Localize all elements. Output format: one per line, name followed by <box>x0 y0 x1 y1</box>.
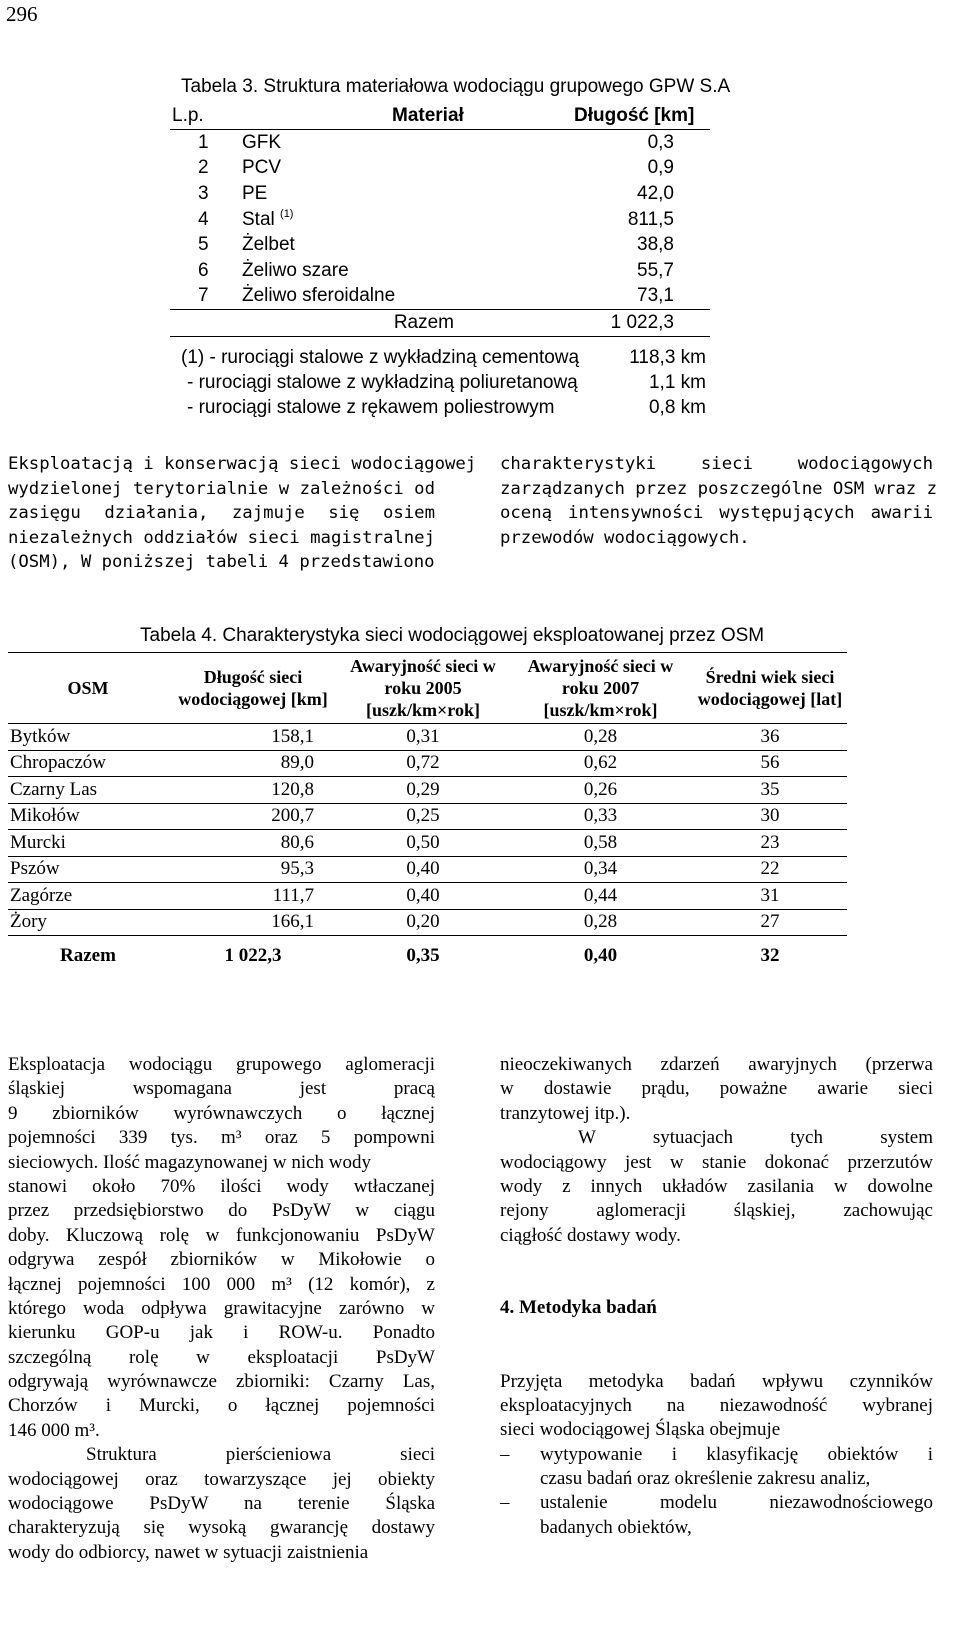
table3-row <box>170 130 710 156</box>
table3-total-label: Razem <box>170 310 482 337</box>
text-line: Eksploatacją i konserwacją sieci wodociągowej <box>8 454 477 474</box>
table3-header-material: Materiał <box>242 102 482 130</box>
text-line: którego woda odpływa grawitacyjne zarówno w <box>8 1297 435 1319</box>
table3-total-row <box>170 310 710 337</box>
table3-notes <box>181 347 706 422</box>
table4-cell-osm: Żory <box>8 909 168 936</box>
table4-total-fail-2007: 0,40 <box>583 945 618 966</box>
table4-header-age: Średni wiek sieci wodociągowej [lat] <box>697 667 843 709</box>
table4-cell-osm: Czarny Las <box>8 777 168 804</box>
table4-row <box>8 750 847 777</box>
text-line: charakteryzują się wysoką gwarancję dostawy <box>8 1517 435 1539</box>
table4-cell-fail-2005: 0,40 <box>338 856 508 883</box>
text-line: W sytuacjach tych system <box>578 1127 933 1149</box>
table3-cell-lp: 1 <box>198 131 209 153</box>
table4-cell-osm: Pszów <box>8 856 168 883</box>
table4-cell-fail-2005: 0,40 <box>338 883 508 910</box>
text-line: Chorzów i Murcki, o łącznej pojemności <box>8 1395 435 1417</box>
table3-row <box>170 181 710 207</box>
text-line: 146 000 m³. <box>8 1419 100 1441</box>
table3-row <box>170 284 710 310</box>
note-text: - rurociągi stalowe z wykładziną poliuretanową <box>187 372 578 393</box>
list-item <box>500 1443 933 1492</box>
text-line: odgrywa zespół zbiorników w Mikołowie o <box>8 1249 435 1271</box>
text-line: 9 zbiorników wyrównawczych o łącznej <box>8 1102 435 1124</box>
paragraph-left-2 <box>8 1053 435 1565</box>
note-value: 118,3 km <box>629 347 706 368</box>
table3-cell-lp: 5 <box>198 234 209 256</box>
table4-total-row <box>8 936 847 977</box>
table4-cell-fail-2005: 0,20 <box>338 909 508 936</box>
table3-cell-length: 73,1 <box>637 285 674 307</box>
table3-cell-length: 0,9 <box>647 157 674 179</box>
table3-row <box>170 232 710 258</box>
text-line: wody do odbiorcy, nawet w sytuacji zaistnienia <box>8 1541 369 1563</box>
text-line: pojemności 339 tys. m³ oraz 5 pompowni <box>8 1127 435 1149</box>
text-line: tranzytowej itp.). <box>500 1102 631 1124</box>
table4-total-fail-2005: 0,35 <box>406 945 440 966</box>
table4-cell-age: 31 <box>693 883 847 910</box>
table4-cell-age: 56 <box>693 750 847 777</box>
table4-cell-fail-2005: 0,50 <box>338 830 508 857</box>
spacer <box>500 1248 933 1296</box>
paragraph-left-1 <box>8 452 477 575</box>
table4-total-length: 1 022,3 <box>224 945 282 966</box>
table4-cell-fail-2005: 0,72 <box>338 750 508 777</box>
table3-cell-material: PE <box>242 182 268 204</box>
table4-row <box>8 856 847 883</box>
spacer <box>500 1321 933 1370</box>
table4-cell-length: 166,1 <box>168 909 338 936</box>
table3-cell-lp: 4 <box>198 208 209 230</box>
table3-cell-material: Żeliwo sferoidalne <box>242 285 396 307</box>
table4-cell-age: 23 <box>693 830 847 857</box>
table4-header-osm: OSM <box>67 678 109 698</box>
text-line: oceną intensywności występujących awarii <box>500 503 933 523</box>
table4-cell-fail-2007: 0,26 <box>508 777 693 804</box>
section-heading: 4. Metodyka badań <box>500 1297 657 1319</box>
table4-header-fail-2005: Awaryjność sieci w roku 2005 [uszk/km×rok] <box>350 656 496 720</box>
table4-cell-fail-2007: 0,44 <box>508 883 693 910</box>
table4-total-label: Razem <box>60 945 116 966</box>
list-item <box>500 1491 933 1540</box>
table3-cell-lp: 6 <box>198 259 209 281</box>
table4-cell-length: 89,0 <box>168 750 338 777</box>
text-line: doby. Kluczową rolę w funkcjonowaniu PsDyW <box>8 1224 435 1246</box>
note-text: (1) - rurociągi stalowe z wykładziną cementową <box>181 347 580 368</box>
table4-cell-fail-2007: 0,28 <box>508 724 693 751</box>
paragraph-right-2 <box>500 1053 933 1540</box>
table4-row <box>8 883 847 910</box>
table4-cell-osm: Zagórze <box>8 883 168 910</box>
text-line: eksploatacyjnych na niezawodność wybranej <box>500 1394 933 1416</box>
text-line: rejony aglomeracji śląskiej, zachowując <box>500 1200 933 1222</box>
text-line: stanowi około 70% ilości wody wtłaczanej <box>8 1175 435 1197</box>
table3 <box>170 102 710 337</box>
table4-cell-age: 36 <box>693 724 847 751</box>
table4-cell-age: 27 <box>693 909 847 936</box>
footnote-marker: (1) <box>280 207 294 220</box>
table4-header-length: Długość sieci wodociągowej [km] <box>178 667 328 709</box>
table4-row <box>8 777 847 804</box>
text-line: wody z innych układów zasilania w dowolne <box>500 1175 933 1197</box>
table4-row <box>8 830 847 857</box>
table4-cell-length: 200,7 <box>168 803 338 830</box>
table3-cell-length: 55,7 <box>637 259 674 281</box>
table3-cell-material: GFK <box>242 131 282 153</box>
table4-header-fail-2007: Awaryjność sieci w roku 2007 [uszk/km×rok] <box>527 656 674 720</box>
table3-header-length: Długość [km] <box>482 102 710 130</box>
text-line: przewodów wodociągowych. <box>500 527 750 548</box>
table4-row <box>8 724 847 751</box>
text-line: zarządzanych przez poszczególne OSM wraz z <box>500 478 937 499</box>
table3-cell-length: 42,0 <box>637 182 674 204</box>
text-line: śląskiej wspomagana jest pracą <box>8 1078 435 1100</box>
text-line: łącznej pojemności 100 000 m³ (12 komór), z <box>8 1273 435 1295</box>
table4-cell-length: 111,7 <box>168 883 338 910</box>
table4-cell-length: 158,1 <box>168 724 338 751</box>
text-line: odgrywają wyrównawcze zbiorniki: Czarny Las, <box>8 1371 435 1393</box>
paragraph-right-1 <box>500 452 937 550</box>
text-line: wydzielonej terytorialnie w zależności od <box>8 478 435 499</box>
text-line: charakterystyki sieci wodociągowych <box>500 454 933 474</box>
text-line: zasięgu działania, zajmuje się osiem <box>8 503 435 523</box>
text-line: przez przedsiębiorstwo do PsDyW w ciągu <box>8 1200 435 1222</box>
note-value: 1,1 km <box>648 372 706 393</box>
table4-cell-length: 80,6 <box>168 830 338 857</box>
table4-cell-length: 95,3 <box>168 856 338 883</box>
text-line: badanych obiektów, <box>540 1516 692 1538</box>
table3-note <box>181 397 706 422</box>
text-line: wodociągowe PsDyW na terenie Śląska <box>8 1493 435 1515</box>
text-line: w dostawie prądu, poważne awarie sieci <box>500 1078 933 1100</box>
table4-cell-osm: Murcki <box>8 830 168 857</box>
table3-cell-length: 811,5 <box>627 208 674 230</box>
table4-cell-fail-2007: 0,28 <box>508 909 693 936</box>
table4-cell-age: 22 <box>693 856 847 883</box>
note-value: 0,8 km <box>648 397 706 418</box>
table3-header-row <box>170 102 710 130</box>
text-line: kierunku GOP-u jak i ROW-u. Ponadto <box>8 1322 435 1344</box>
table4-row <box>8 909 847 936</box>
text-line: wytypowanie i klasyfikację obiektów i <box>540 1443 933 1465</box>
table3-note <box>181 347 706 372</box>
text-line: czasu badań oraz określenie zakresu analiz, <box>540 1468 871 1490</box>
table4-cell-fail-2005: 0,25 <box>338 803 508 830</box>
text-line: sieci wodociągowej Śląska obejmuje <box>500 1419 781 1441</box>
text-line: Eksploatacja wodociągu grupowego aglomeracji <box>8 1054 435 1075</box>
table3-cell-lp: 2 <box>198 157 209 179</box>
table4-cell-fail-2005: 0,29 <box>338 777 508 804</box>
table4-cell-age: 35 <box>693 777 847 804</box>
table4-cell-fail-2005: 0,31 <box>338 724 508 751</box>
table3-cell-material: Stal $^{(1)}$ <box>242 207 294 230</box>
table4-cell-osm: Chropaczów <box>8 750 168 777</box>
table3-header-lp: L.p. <box>170 102 242 130</box>
table4-header-row <box>8 653 847 724</box>
table4-cell-age: 30 <box>693 803 847 830</box>
text-line: wodociągowej oraz towarzyszące jej obiekty <box>8 1468 435 1490</box>
text-line: sieciowych. Ilość magazynowanej w nich wody <box>8 1151 372 1173</box>
table4-total-age: 32 <box>760 945 780 966</box>
note-text: - rurociągi stalowe z rękawem poliestrowym <box>187 397 555 418</box>
text-line: (OSM), W poniższej tabeli 4 przedstawiono <box>8 552 435 572</box>
text-line: wodociągowy jest w stanie dokonać przerzutów <box>500 1151 933 1173</box>
table3-total-value: 1 022,3 <box>482 310 710 337</box>
text-line: szczególną rolę w eksploatacji PsDyW <box>8 1346 435 1368</box>
table4-row <box>8 803 847 830</box>
table3-cell-lp: 7 <box>198 285 209 307</box>
table3-row <box>170 156 710 182</box>
table4-cell-fail-2007: 0,34 <box>508 856 693 883</box>
bullet-dash: – <box>500 1492 510 1514</box>
table4-cell-osm: Mikołów <box>8 803 168 830</box>
table3-row <box>170 207 710 233</box>
table4 <box>8 652 847 976</box>
page-number: 296 <box>6 2 38 26</box>
table3-cell-material: Żelbet <box>242 234 295 256</box>
text-line: nieoczekiwanych zdarzeń awaryjnych (przerwa <box>500 1054 933 1075</box>
bullet-dash: – <box>500 1443 510 1465</box>
table3-cell-material: Żeliwo szare <box>242 259 349 281</box>
text-line: Struktura pierścieniowa sieci <box>86 1444 435 1466</box>
table3-cell-length: 0,3 <box>647 131 674 153</box>
table3-cell-material: PCV <box>242 157 282 179</box>
table3-row <box>170 258 710 284</box>
table3-caption: Tabela 3. Struktura materiałowa wodociągu grupowego GPW S.A <box>181 76 731 97</box>
table4-cell-fail-2007: 0,33 <box>508 803 693 830</box>
table3-note <box>181 372 706 397</box>
table3-cell-lp: 3 <box>198 182 209 204</box>
table4-cell-fail-2007: 0,62 <box>508 750 693 777</box>
text-line: ciągłość dostawy wody. <box>500 1224 681 1246</box>
table3-cell-length: 38,8 <box>637 234 674 256</box>
text-line: Przyjęta metodyka badań wpływu czynników <box>500 1370 933 1392</box>
text-line: ustalenie modelu niezawodnościowego <box>540 1492 933 1514</box>
table4-cell-osm: Bytków <box>8 724 168 751</box>
table4-cell-fail-2007: 0,58 <box>508 830 693 857</box>
table4-cell-length: 120,8 <box>168 777 338 804</box>
text-line: niezależnych oddziałów sieci magistralnej <box>8 527 435 548</box>
table4-caption: Tabela 4. Charakterystyka sieci wodociągowej eksploatowanej przez OSM <box>140 625 765 646</box>
